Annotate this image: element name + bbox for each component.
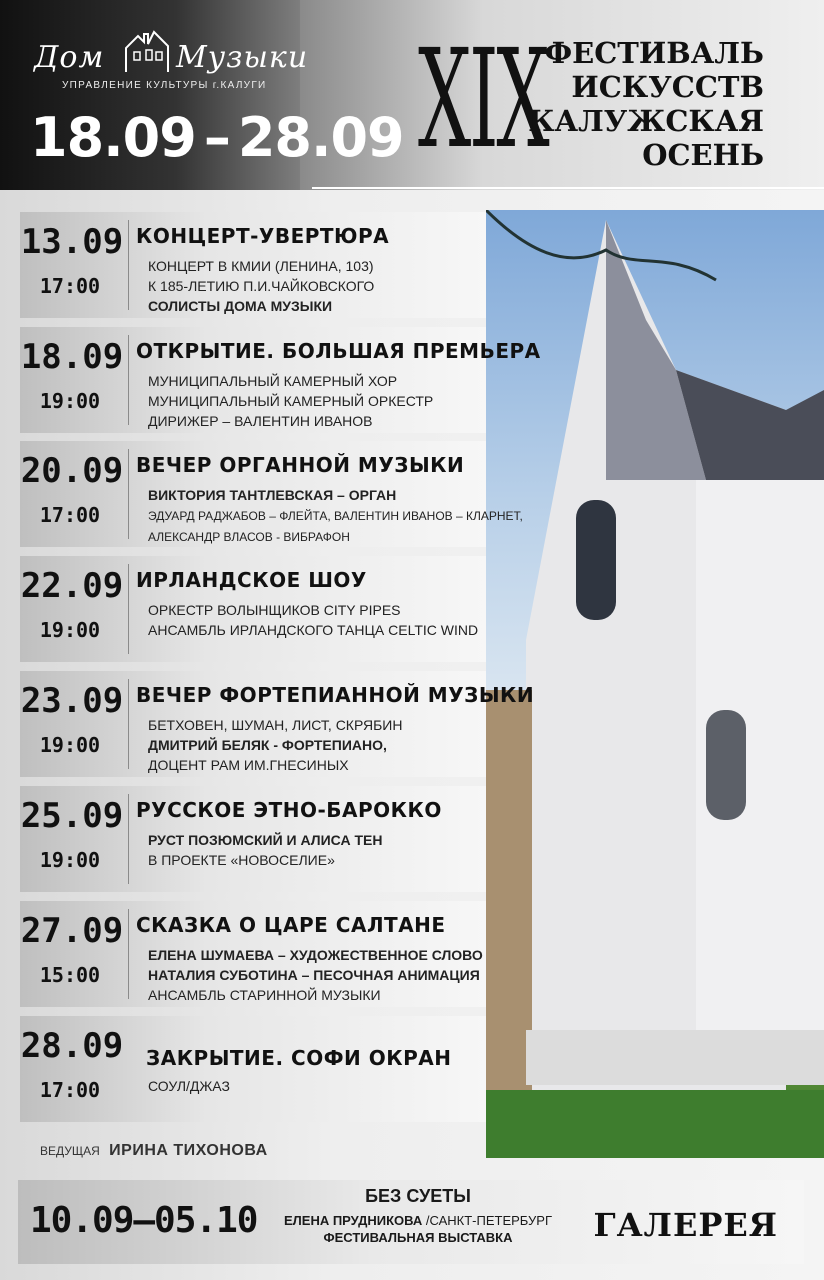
event-time: 17:00 (39, 1078, 101, 1102)
event-details (148, 485, 523, 548)
event-date: 20.09 (20, 451, 124, 491)
exhibition-artist-line (268, 1213, 568, 1228)
event-detail-line: АЛЕКСАНДР ВЛАСОВ - ВИБРАФОН (148, 530, 350, 544)
event-title: ВЕЧЕР ОРГАННОЙ МУЗЫКИ (136, 453, 465, 477)
event-card (20, 901, 486, 1007)
event-detail-line: ДОЦЕНТ РАМ ИМ.ГНЕСИНЫХ (148, 757, 349, 773)
event-detail-line: КОНЦЕРТ В КМИИ (ЛЕНИНА, 103) (148, 258, 374, 274)
event-title: КОНЦЕРТ-УВЕРТЮРА (136, 224, 390, 248)
exhibition-city: /САНКТ-ПЕТЕРБУРГ (422, 1213, 553, 1228)
event-detail-line: СОУЛ/ДЖАЗ (148, 1078, 230, 1094)
event-detail-line: ЕЛЕНА ШУМАЕВА – ХУДОЖЕСТВЕННОЕ СЛОВО (148, 947, 483, 963)
event-title: РУССКОЕ ЭТНО-БАРОККО (136, 798, 442, 822)
event-date: 13.09 (20, 222, 124, 262)
event-time: 19:00 (39, 733, 101, 757)
event-card (20, 327, 541, 433)
event-date: 18.09 (20, 337, 124, 377)
event-divider (128, 794, 129, 884)
festival-title-line: КАЛУЖСКАЯ (528, 104, 764, 138)
event-details (148, 715, 402, 775)
event-time: 15:00 (39, 963, 101, 987)
event-date: 23.09 (20, 681, 124, 721)
header-divider (312, 187, 824, 189)
event-details (148, 256, 374, 316)
event-title: ИРЛАНДСКОЕ ШОУ (136, 568, 367, 592)
festival-title-line: ИСКУССТВ (571, 70, 764, 104)
events-list (20, 212, 541, 1131)
house-icon (122, 28, 176, 72)
exhibition-dates: 10.09–05.10 (30, 1200, 258, 1241)
exhibition-artist: ЕЛЕНА ПРУДНИКОВА (283, 1213, 423, 1228)
event-time: 19:00 (39, 389, 101, 413)
event-time: 17:00 (39, 503, 101, 527)
event-title: ВЕЧЕР ФОРТЕПИАННОЙ МУЗЫКИ (136, 683, 535, 707)
host-name: ИРИНА ТИХОНОВА (109, 1142, 268, 1159)
exhibition-banner (18, 1180, 804, 1264)
event-card (20, 1016, 486, 1122)
event-date: 22.09 (20, 566, 124, 606)
event-detail-line: В ПРОЕКТЕ «НОВОСЕЛИЕ» (148, 852, 335, 868)
event-detail-line: НАТАЛИЯ СУБОТИНА – ПЕСОЧНАЯ АНИМАЦИЯ (148, 967, 480, 983)
date-dash: – (203, 106, 230, 169)
event-detail-line: АНСАМБЛЬ ИРЛАНДСКОГО ТАНЦА CELTIC WIND (148, 622, 479, 638)
event-details (148, 1076, 230, 1096)
event-detail-line: ДМИТРИЙ БЕЛЯК - ФОРТЕПИАНО, (148, 737, 387, 753)
event-date: 27.09 (20, 911, 124, 951)
event-details (148, 830, 382, 870)
event-time: 17:00 (39, 274, 101, 298)
festival-date-start: 18.09 (30, 106, 196, 169)
logo-subtitle: УПРАВЛЕНИЕ КУЛЬТУРЫ г.КАЛУГИ (62, 80, 267, 91)
event-detail-line: АНСАМБЛЬ СТАРИННОЙ МУЗЫКИ (148, 987, 381, 1003)
event-detail-line: РУСТ ПОЗЮМСКИЙ И АЛИСА ТЕН (148, 832, 383, 848)
exhibition-title: БЕЗ СУЕТЫ (365, 1186, 471, 1206)
event-details (148, 945, 483, 1005)
event-divider (128, 564, 129, 654)
event-detail-line: ЭДУАРД РАДЖАБОВ – ФЛЕЙТА, ВАЛЕНТИН ИВАНОВ – КЛАРНЕТ, (148, 509, 523, 523)
event-divider (128, 220, 129, 310)
host-line (40, 1142, 268, 1160)
event-title: СКАЗКА О ЦАРЕ САЛТАНЕ (136, 913, 446, 937)
festival-number: XIX (418, 21, 548, 179)
event-title: ОТКРЫТИЕ. БОЛЬШАЯ ПРЕМЬЕРА (136, 339, 541, 363)
festival-title-line: ФЕСТИВАЛЬ (544, 36, 764, 70)
logo-text-right: Музыки (176, 40, 309, 75)
event-detail-line: К 185-ЛЕТИЮ П.И.ЧАЙКОВСКОГО (148, 278, 375, 294)
event-details (148, 371, 433, 431)
host-label: ВЕДУЩАЯ (40, 1144, 100, 1158)
event-divider (128, 449, 129, 539)
festival-dates (30, 106, 404, 169)
festival-title (504, 36, 764, 172)
event-card (20, 556, 486, 662)
festival-title-line: ОСЕНЬ (642, 138, 764, 172)
event-card (20, 671, 535, 777)
event-detail-line: ДИРИЖЕР – ВАЛЕНТИН ИВАНОВ (148, 413, 373, 429)
event-time: 19:00 (39, 618, 101, 642)
event-detail-line: ВИКТОРИЯ ТАНТЛЕВСКАЯ – ОРГАН (148, 487, 397, 503)
event-divider (128, 909, 129, 999)
event-divider (128, 335, 129, 425)
event-card (20, 786, 486, 892)
event-title: ЗАКРЫТИЕ. СОФИ ОКРАН (146, 1046, 452, 1070)
exhibition-subtitle: ФЕСТИВАЛЬНАЯ ВЫСТАВКА (323, 1230, 513, 1245)
event-detail-line: БЕТХОВЕН, ШУМАН, ЛИСТ, СКРЯБИН (148, 717, 403, 733)
event-card (20, 441, 523, 547)
event-divider (128, 679, 129, 769)
event-detail-line: МУНИЦИПАЛЬНЫЙ КАМЕРНЫЙ ОРКЕСТР (148, 393, 434, 409)
exhibition-info (268, 1186, 568, 1245)
event-card (20, 212, 486, 318)
event-detail-line: МУНИЦИПАЛЬНЫЙ КАМЕРНЫЙ ХОР (148, 373, 398, 389)
event-details (148, 600, 478, 640)
exhibition-venue: ГАЛЕРЕЯ (593, 1206, 778, 1244)
event-detail-line: СОЛИСТЫ ДОМА МУЗЫКИ (148, 298, 333, 314)
event-time: 19:00 (39, 848, 101, 872)
festival-date-end: 28.09 (237, 106, 404, 169)
logo-text-left: Дом (34, 40, 105, 75)
logo (28, 28, 309, 88)
event-date: 28.09 (20, 1026, 124, 1066)
event-detail-line: ОРКЕСТР ВОЛЫНЩИКОВ CITY PIPES (148, 602, 401, 618)
event-date: 25.09 (20, 796, 124, 836)
